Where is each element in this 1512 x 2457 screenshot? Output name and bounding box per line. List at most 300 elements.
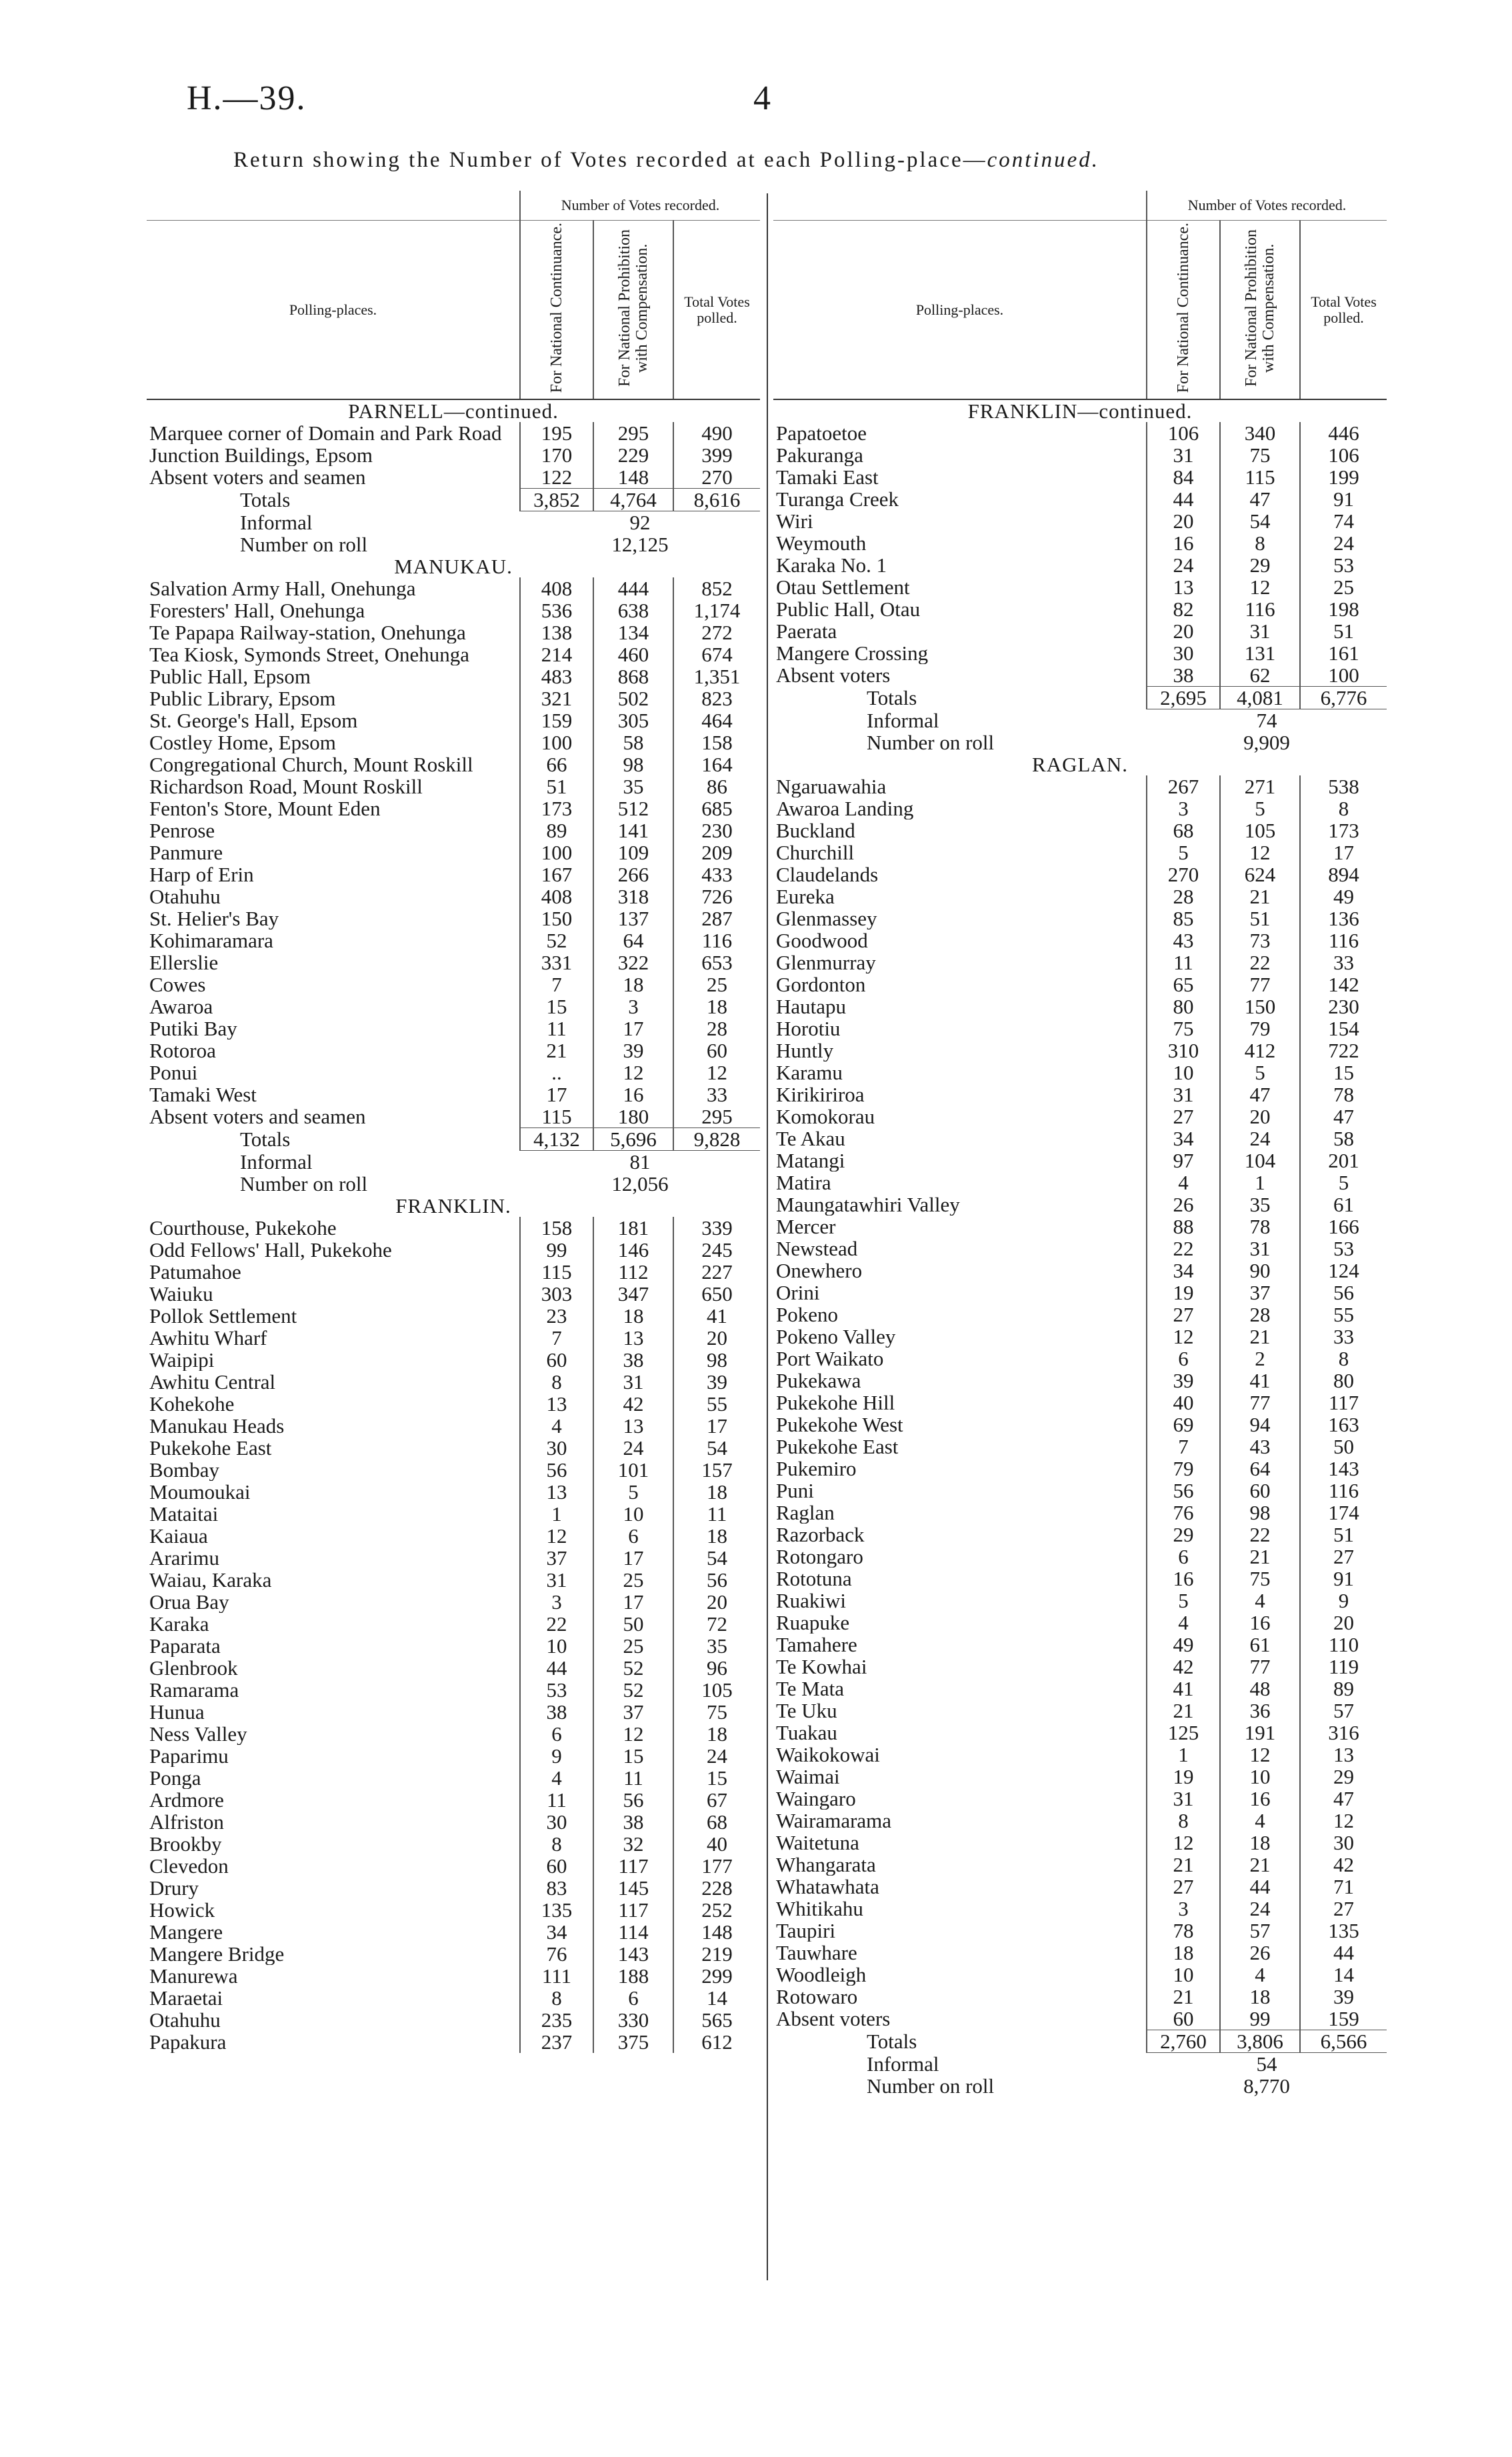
polling-place-name: Pokeno Valley: [776, 1326, 896, 1348]
total-votes: 228: [673, 1877, 760, 1899]
prohibition-votes: 77: [1220, 1656, 1300, 1678]
table-row: [773, 1458, 1387, 1480]
table-row: [773, 1039, 1387, 1061]
prohibition-votes: 37: [593, 1701, 673, 1723]
prohibition-votes: 3: [593, 995, 673, 1017]
continuance-votes: 88: [1147, 1215, 1220, 1238]
table-row: [147, 1305, 760, 1327]
polling-place-name: Karaka No. 1: [776, 554, 887, 576]
table-row: [773, 1370, 1387, 1392]
continuance-votes: 483: [520, 665, 593, 687]
section-title-row: [147, 399, 760, 422]
table-row: [773, 576, 1387, 598]
continuance-votes: 60: [1147, 2008, 1220, 2030]
table-row: [773, 532, 1387, 554]
total-votes: 166: [1300, 1215, 1387, 1238]
section-title: RAGLAN.: [1032, 753, 1128, 775]
total-votes: 47: [1300, 1105, 1387, 1127]
total-votes: 157: [673, 1459, 760, 1481]
polling-place-name: Papatoetoe: [776, 422, 867, 444]
polling-place-name: Public Hall, Epsom: [149, 665, 311, 687]
prohibition-votes: 512: [593, 797, 673, 819]
prohibition-votes: 48: [1220, 1678, 1300, 1700]
polling-place-name: Mangere Bridge: [149, 1943, 285, 1965]
total-votes: 86: [673, 775, 760, 797]
section-title: MANUKAU.: [394, 555, 513, 577]
prohibition-votes: 98: [593, 753, 673, 775]
continuance-votes: 65: [1147, 973, 1220, 995]
table-row: [773, 466, 1387, 488]
right-column: [773, 191, 1387, 2291]
table-row: [773, 1634, 1387, 1656]
polling-place-name: Whangarata: [776, 1854, 876, 1876]
continuance-votes: 31: [1147, 1788, 1220, 1810]
total-votes: 20: [673, 1327, 760, 1349]
total-votes: 270: [673, 466, 760, 489]
totals-label: Totals: [867, 2030, 917, 2053]
prohibition-votes: 502: [593, 687, 673, 709]
prohibition-votes: 22: [1220, 1524, 1300, 1546]
prohibition-votes: 94: [1220, 1414, 1300, 1436]
table-row: [773, 1282, 1387, 1304]
total-votes: 33: [673, 1083, 760, 1105]
polling-place-name: Waingaro: [776, 1788, 856, 1810]
total-votes: 17: [673, 1415, 760, 1437]
prohibition-votes: 20: [1220, 1105, 1300, 1127]
table-row: [773, 1260, 1387, 1282]
continuance-votes: 44: [1147, 488, 1220, 510]
roll-value: 9,909: [1243, 731, 1290, 753]
total-votes: 163: [1300, 1414, 1387, 1436]
polling-places-header: Polling-places.: [147, 221, 520, 400]
continuance-votes: 78: [1147, 1920, 1220, 1942]
total-votes: 116: [1300, 1480, 1387, 1502]
prohibition-votes: 322: [593, 951, 673, 973]
total-votes: 612: [673, 2031, 760, 2053]
prohibition-votes: 24: [1220, 1898, 1300, 1920]
prohibition-votes: 52: [593, 1657, 673, 1679]
votes-group-header: Number of Votes recorded.: [1147, 191, 1387, 221]
total-votes: 13: [1300, 1744, 1387, 1766]
continuance-votes: 13: [1147, 576, 1220, 598]
table-row: [773, 1348, 1387, 1370]
polling-place-name: Paparimu: [149, 1745, 229, 1767]
table-row: [773, 1920, 1387, 1942]
total-votes: 39: [1300, 1986, 1387, 2008]
continuance-votes: 79: [1147, 1458, 1220, 1480]
table-row: [773, 1480, 1387, 1502]
roll-value: 12,125: [611, 533, 669, 555]
polling-place-name: Rotowaro: [776, 1986, 858, 2008]
roll-label: Number on roll: [240, 1173, 368, 1195]
total-votes: 339: [673, 1217, 760, 1239]
polling-place-name: Pukekohe East: [776, 1436, 899, 1458]
informal-row: [147, 511, 760, 534]
total-votes: 143: [1300, 1458, 1387, 1480]
total-votes: 67: [673, 1789, 760, 1811]
table-row: [147, 1723, 760, 1745]
polling-place-name: Tamahere: [776, 1634, 857, 1656]
polling-place-name: Rototuna: [776, 1568, 852, 1590]
polling-place-name: Brookby: [149, 1833, 222, 1855]
informal-label: Informal: [240, 511, 313, 533]
continuance-votes: 170: [520, 444, 593, 466]
prohibition-votes: 141: [593, 819, 673, 841]
continuance-votes: 21: [1147, 1854, 1220, 1876]
polling-place-name: Ponui: [149, 1061, 198, 1083]
polling-place-name: Waiau, Karaka: [149, 1569, 272, 1591]
prohibition-votes: 412: [1220, 1039, 1300, 1061]
continuance-votes: 235: [520, 2009, 593, 2031]
table-row: [147, 665, 760, 687]
continuance-votes: 303: [520, 1283, 593, 1305]
prohibition-votes: 79: [1220, 1017, 1300, 1039]
total-votes: 9: [1300, 1590, 1387, 1612]
total-votes: 852: [673, 577, 760, 599]
continuance-header: For National Continuance.: [548, 223, 565, 393]
polling-place-name: Awaroa Landing: [776, 797, 914, 819]
continuance-votes: 4: [520, 1767, 593, 1789]
prohibition-votes: 16: [1220, 1788, 1300, 1810]
polling-places-header: Polling-places.: [773, 221, 1147, 400]
continuance-votes: 125: [1147, 1722, 1220, 1744]
roll-label: Number on roll: [867, 731, 995, 753]
continuance-votes: 115: [520, 1261, 593, 1283]
table-row: [147, 2009, 760, 2031]
continuance-votes: 80: [1147, 995, 1220, 1017]
polling-place-name: Te Kowhai: [776, 1656, 867, 1678]
continuance-votes: 3: [520, 1591, 593, 1613]
table-row: [773, 1810, 1387, 1832]
polling-place-name: Eureka: [776, 885, 835, 907]
continuance-votes: 43: [1147, 929, 1220, 951]
prohibition-votes: 318: [593, 885, 673, 907]
prohibition-votes: 375: [593, 2031, 673, 2053]
continuance-votes: 100: [520, 841, 593, 863]
total-votes: 653: [673, 951, 760, 973]
polling-place-name: Alfriston: [149, 1811, 224, 1833]
polling-place-name: Odd Fellows' Hall, Pukekohe: [149, 1239, 392, 1261]
table-row: [147, 1437, 760, 1459]
continuance-votes: 7: [520, 1327, 593, 1349]
table-row: [773, 1105, 1387, 1127]
prohibition-votes: 99: [1220, 2008, 1300, 2030]
total-votes: 722: [1300, 1039, 1387, 1061]
polling-place-name: Courthouse, Pukekohe: [149, 1217, 337, 1239]
polling-place-name: Howick: [149, 1899, 215, 1921]
table-row: [773, 1414, 1387, 1436]
polling-place-name: Pukemiro: [776, 1458, 857, 1480]
total-votes: 116: [1300, 929, 1387, 951]
polling-place-name: Turanga Creek: [776, 488, 899, 510]
table-row: [773, 1083, 1387, 1105]
total-votes: 173: [1300, 819, 1387, 841]
polling-place-name: Mangere: [149, 1921, 223, 1943]
table-row: [147, 1217, 760, 1239]
continuance-votes: 34: [1147, 1127, 1220, 1149]
prohibition-votes: 16: [593, 1083, 673, 1105]
table-row: [773, 1898, 1387, 1920]
continuance-votes: 4: [1147, 1171, 1220, 1193]
polling-place-name: Glenbrook: [149, 1657, 238, 1679]
prohibition-votes: 5: [593, 1481, 673, 1503]
page-number: 4: [753, 79, 771, 117]
continuance-votes: 135: [520, 1899, 593, 1921]
continuance-votes: 15: [520, 995, 593, 1017]
polling-place-name: Buckland: [776, 819, 855, 841]
table-row: [147, 444, 760, 466]
prohibition-votes: 146: [593, 1239, 673, 1261]
table-row: [147, 1459, 760, 1481]
totals-continuance: 2,760: [1147, 2030, 1220, 2053]
roll-row: [147, 1173, 760, 1195]
total-votes: 91: [1300, 1568, 1387, 1590]
total-votes: 29: [1300, 1766, 1387, 1788]
continuance-votes: 21: [1147, 1986, 1220, 2008]
table-row: [773, 598, 1387, 620]
total-votes: 33: [1300, 1326, 1387, 1348]
totals-row: [147, 489, 760, 511]
polling-place-name: Ellerslie: [149, 951, 219, 973]
polling-place-name: Karaka: [149, 1613, 209, 1635]
total-votes: 51: [1300, 620, 1387, 642]
prohibition-votes: 12: [593, 1061, 673, 1083]
table-row: [147, 841, 760, 863]
left-column: [147, 191, 760, 2291]
polling-place-name: Karamu: [776, 1061, 843, 1083]
table-row: [773, 1744, 1387, 1766]
continuance-votes: 12: [1147, 1326, 1220, 1348]
polling-place-name: Foresters' Hall, Onehunga: [149, 599, 365, 621]
prohibition-votes: 868: [593, 665, 673, 687]
table-row: [773, 488, 1387, 510]
continuance-votes: 66: [520, 753, 593, 775]
total-votes: 25: [673, 973, 760, 995]
column-divider: [767, 193, 768, 2280]
prohibition-votes: 25: [593, 1635, 673, 1657]
continuance-votes: 34: [1147, 1260, 1220, 1282]
total-votes: 100: [1300, 664, 1387, 687]
total-header: Total Votes polled.: [673, 221, 760, 400]
total-votes: 14: [1300, 1964, 1387, 1986]
table-row: [147, 753, 760, 775]
totals-row: [147, 1128, 760, 1151]
continuance-votes: 27: [1147, 1304, 1220, 1326]
total-votes: 51: [1300, 1524, 1387, 1546]
prohibition-votes: 12: [1220, 576, 1300, 598]
polling-place-name: Kohimaramara: [149, 929, 273, 951]
total-votes: 12: [673, 1061, 760, 1083]
table-row: [147, 775, 760, 797]
prohibition-votes: 104: [1220, 1149, 1300, 1171]
polling-place-name: Pakuranga: [776, 444, 863, 466]
polling-place-name: Manurewa: [149, 1965, 238, 1987]
prohibition-votes: 112: [593, 1261, 673, 1283]
prohibition-votes: 134: [593, 621, 673, 643]
polling-place-name: Manukau Heads: [149, 1415, 285, 1437]
total-votes: 174: [1300, 1502, 1387, 1524]
total-votes: 8: [1300, 1348, 1387, 1370]
continuance-votes: 310: [1147, 1039, 1220, 1061]
polling-place-name: Tamaki East: [776, 466, 879, 488]
prohibition-votes: 54: [1220, 510, 1300, 532]
totals-total: 6,566: [1300, 2030, 1387, 2053]
prohibition-votes: 58: [593, 731, 673, 753]
prohibition-votes: 47: [1220, 1083, 1300, 1105]
continuance-votes: 24: [1147, 554, 1220, 576]
continuance-votes: 51: [520, 775, 593, 797]
section-title: FRANKLIN—continued.: [967, 399, 1193, 422]
polling-place-name: Ruapuke: [776, 1612, 850, 1634]
table-row: [773, 1436, 1387, 1458]
polling-place-name: Mercer: [776, 1215, 836, 1238]
prohibition-votes: 109: [593, 841, 673, 863]
prohibition-votes: 98: [1220, 1502, 1300, 1524]
continuance-votes: 138: [520, 621, 593, 643]
informal-row: [773, 2053, 1387, 2076]
continuance-votes: 40: [1147, 1392, 1220, 1414]
table-row: [773, 1656, 1387, 1678]
total-votes: 299: [673, 1965, 760, 1987]
table-row: [773, 620, 1387, 642]
continuance-votes: 214: [520, 643, 593, 665]
prohibition-votes: 64: [593, 929, 673, 951]
total-votes: 106: [1300, 444, 1387, 466]
total-votes: 650: [673, 1283, 760, 1305]
table-row: [773, 642, 1387, 664]
polling-place-name: Wairamarama: [776, 1810, 892, 1832]
section-title-row: [773, 399, 1387, 422]
total-votes: 42: [1300, 1854, 1387, 1876]
continuance-votes: 3: [1147, 1898, 1220, 1920]
polling-place-name: Tuakau: [776, 1722, 837, 1744]
polling-place-name: Paparata: [149, 1635, 221, 1657]
prohibition-votes: 77: [1220, 973, 1300, 995]
polling-place-name: Onewhero: [776, 1260, 863, 1282]
prohibition-votes: 4: [1220, 1810, 1300, 1832]
total-votes: 894: [1300, 863, 1387, 885]
continuance-votes: 69: [1147, 1414, 1220, 1436]
prohibition-votes: 18: [593, 973, 673, 995]
polling-place-name: Tamaki West: [149, 1083, 257, 1105]
continuance-votes: 1: [520, 1503, 593, 1525]
table-row: [147, 1547, 760, 1569]
total-votes: 15: [1300, 1061, 1387, 1083]
total-votes: 74: [1300, 510, 1387, 532]
informal-value: 81: [629, 1150, 651, 1173]
table-row: [147, 1569, 760, 1591]
total-votes: 199: [1300, 466, 1387, 488]
polling-place-name: Drury: [149, 1877, 199, 1899]
continuance-votes: 5: [1147, 1590, 1220, 1612]
polling-place-name: Patumahoe: [149, 1261, 241, 1283]
total-header: Total Votes polled.: [1300, 221, 1387, 400]
prohibition-votes: 25: [593, 1569, 673, 1591]
continuance-votes: 56: [520, 1459, 593, 1481]
polling-place-name: Panmure: [149, 841, 223, 863]
polling-place-name: Pukekawa: [776, 1370, 861, 1392]
total-votes: 110: [1300, 1634, 1387, 1656]
prohibition-votes: 271: [1220, 775, 1300, 797]
continuance-votes: 6: [520, 1723, 593, 1745]
return-title-cont: continued.: [987, 148, 1100, 172]
continuance-votes: 20: [1147, 510, 1220, 532]
prohibition-votes: 115: [1220, 466, 1300, 488]
prohibition-votes: 51: [1220, 907, 1300, 929]
table-row: [773, 863, 1387, 885]
total-votes: 272: [673, 621, 760, 643]
table-row: [773, 995, 1387, 1017]
prohibition-votes: 137: [593, 907, 673, 929]
prohibition-votes: 340: [1220, 422, 1300, 444]
polling-place-name: Richardson Road, Mount Roskill: [149, 775, 423, 797]
continuance-votes: 75: [1147, 1017, 1220, 1039]
prohibition-votes: 181: [593, 1217, 673, 1239]
continuance-votes: 23: [520, 1305, 593, 1327]
total-votes: 316: [1300, 1722, 1387, 1744]
total-votes: 54: [673, 1437, 760, 1459]
polling-place-name: Pokeno: [776, 1304, 838, 1326]
total-votes: 41: [673, 1305, 760, 1327]
prohibition-votes: 44: [1220, 1876, 1300, 1898]
polling-place-name: Paerata: [776, 620, 837, 642]
prohibition-header: For National Prohibition with Compensation.: [1243, 229, 1277, 387]
totals-row: [773, 687, 1387, 709]
continuance-votes: 42: [1147, 1656, 1220, 1678]
roll-value: 12,056: [611, 1173, 669, 1195]
continuance-votes: 31: [1147, 444, 1220, 466]
continuance-votes: 11: [1147, 951, 1220, 973]
continuance-header: For National Continuance.: [1175, 223, 1192, 393]
prohibition-votes: 148: [593, 466, 673, 489]
total-votes: 75: [673, 1701, 760, 1723]
section-title-row: [147, 555, 760, 577]
polling-place-name: Matira: [776, 1171, 831, 1193]
section-title: PARNELL—continued.: [348, 399, 559, 422]
totals-total: 6,776: [1300, 687, 1387, 709]
continuance-votes: 115: [520, 1105, 593, 1128]
continuance-votes: 9: [520, 1745, 593, 1767]
prohibition-votes: 17: [593, 1591, 673, 1613]
total-votes: 490: [673, 422, 760, 444]
continuance-votes: 44: [520, 1657, 593, 1679]
polling-place-name: Waikokowai: [776, 1744, 880, 1766]
table-row: [147, 1965, 760, 1987]
total-votes: 1,351: [673, 665, 760, 687]
table-row: [773, 444, 1387, 466]
left-votes-table: [147, 191, 760, 2053]
polling-place-name: Ngaruawahia: [776, 775, 887, 797]
continuance-votes: 267: [1147, 775, 1220, 797]
prohibition-votes: 18: [1220, 1986, 1300, 2008]
prohibition-votes: 17: [593, 1017, 673, 1039]
prohibition-votes: 15: [593, 1745, 673, 1767]
total-votes: 24: [1300, 532, 1387, 554]
continuance-votes: 39: [1147, 1370, 1220, 1392]
prohibition-votes: 624: [1220, 863, 1300, 885]
table-row: [773, 1326, 1387, 1348]
total-votes: 119: [1300, 1656, 1387, 1678]
continuance-votes: 56: [1147, 1480, 1220, 1502]
total-votes: 18: [673, 1481, 760, 1503]
prohibition-votes: 37: [1220, 1282, 1300, 1304]
total-votes: 60: [673, 1039, 760, 1061]
total-votes: 39: [673, 1371, 760, 1393]
total-votes: 15: [673, 1767, 760, 1789]
prohibition-votes: 12: [1220, 1744, 1300, 1766]
polling-place-name: Public Library, Epsom: [149, 687, 336, 709]
prohibition-votes: 266: [593, 863, 673, 885]
